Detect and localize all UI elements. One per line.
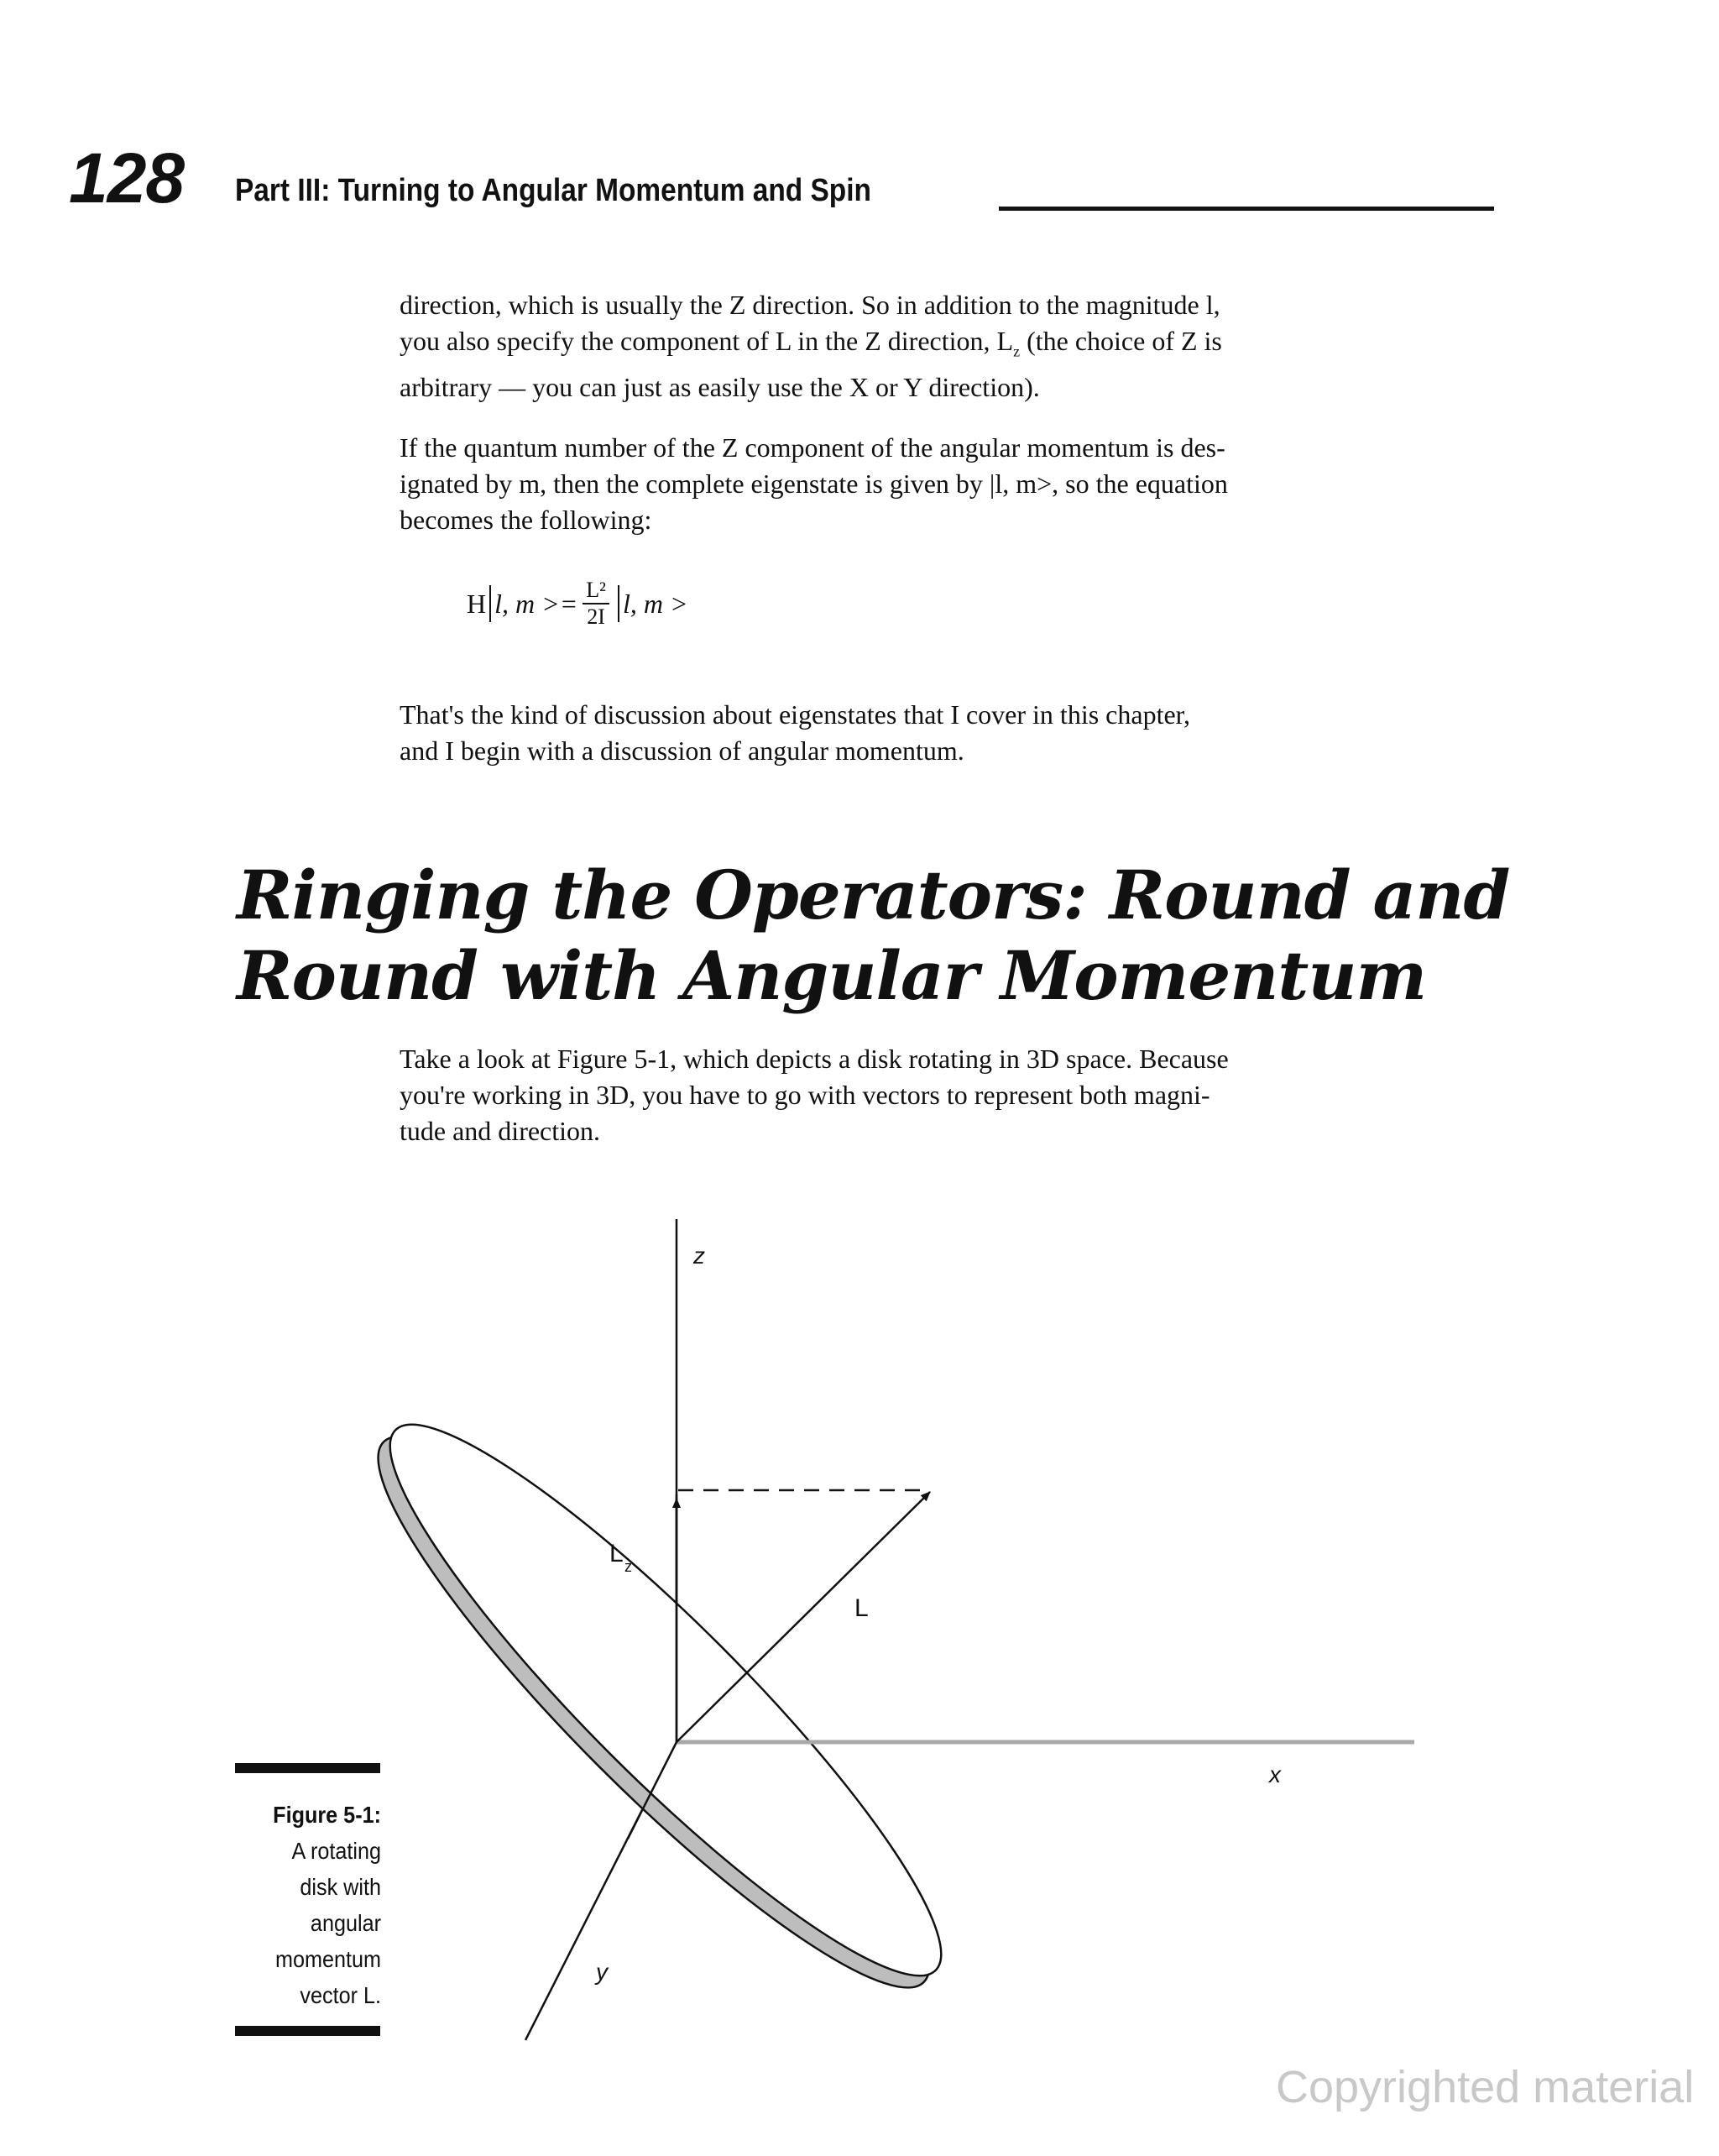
text-line: tude and direction. — [400, 1116, 601, 1146]
y-axis-label: y — [596, 1959, 608, 1985]
caption-line: momentum — [274, 1946, 381, 1972]
caption-line: A rotating — [291, 1838, 381, 1864]
x-axis-label: x — [1269, 1761, 1281, 1787]
text-line: ignated by m, then the complete eigenstate is given by |l, m>, so the equation — [400, 468, 1228, 499]
text-line: becomes the following: — [400, 505, 652, 535]
caption-line: disk with — [300, 1874, 381, 1900]
caption-line: vector L. — [300, 1982, 381, 2008]
caption-top-bar — [235, 1763, 380, 1773]
figure-caption — [242, 1797, 381, 2013]
text-line: arbitrary — you can just as easily use the X or Y direction). — [400, 372, 1040, 403]
page-number: 128 — [69, 139, 185, 217]
text-line: If the quantum number of the Z component of the angular momentum is des- — [400, 432, 1225, 463]
heading-line: Round with Angular Momentum — [237, 936, 1427, 1015]
subscript: z — [1013, 343, 1021, 360]
text-line: Take a look at Figure 5-1, which depicts a disk rotating in 3D space. Because — [400, 1044, 1229, 1074]
lz-vector-subscript: z — [624, 1558, 632, 1575]
equation-rhs-ket: l, m > — [622, 588, 688, 619]
heading-line: Ringing the Operators: Round and — [237, 856, 1510, 934]
caption-label: Figure 5-1: — [273, 1802, 381, 1828]
z-axis-label: z — [693, 1243, 705, 1269]
l-vector-arrow — [677, 1492, 930, 1742]
text-line: That's the kind of discussion about eigenstates that I cover in this chapter, — [400, 699, 1191, 730]
text-fragment: (the choice of Z is — [1020, 326, 1222, 356]
text-line: and I begin with a discussion of angular momentum. — [400, 735, 964, 766]
text-line: direction, which is usually the Z direction. So in addition to the magnitude l, — [400, 290, 1220, 320]
fraction-numerator: L² — [583, 579, 609, 604]
disk — [329, 1375, 990, 2037]
fraction-denominator: 2I — [587, 604, 605, 629]
equation-operator: H — [467, 588, 487, 619]
caption-bottom-bar — [235, 2026, 380, 2036]
text-line: you're working in 3D, you have to go with vectors to represent both magni- — [400, 1080, 1210, 1110]
running-head: Part III: Turning to Angular Momentum and Spin — [235, 173, 871, 208]
text-fragment: you also specify the component of L in the Z direction, L — [400, 326, 1014, 356]
lz-vector-label: L — [609, 1540, 624, 1567]
equation-lhs-ket: l, m >= — [494, 588, 578, 619]
watermark: Copyrighted material — [1276, 2062, 1695, 2112]
caption-line: angular — [310, 1910, 381, 1936]
l-vector-label: L — [854, 1594, 869, 1622]
disk-face — [341, 1375, 990, 2025]
